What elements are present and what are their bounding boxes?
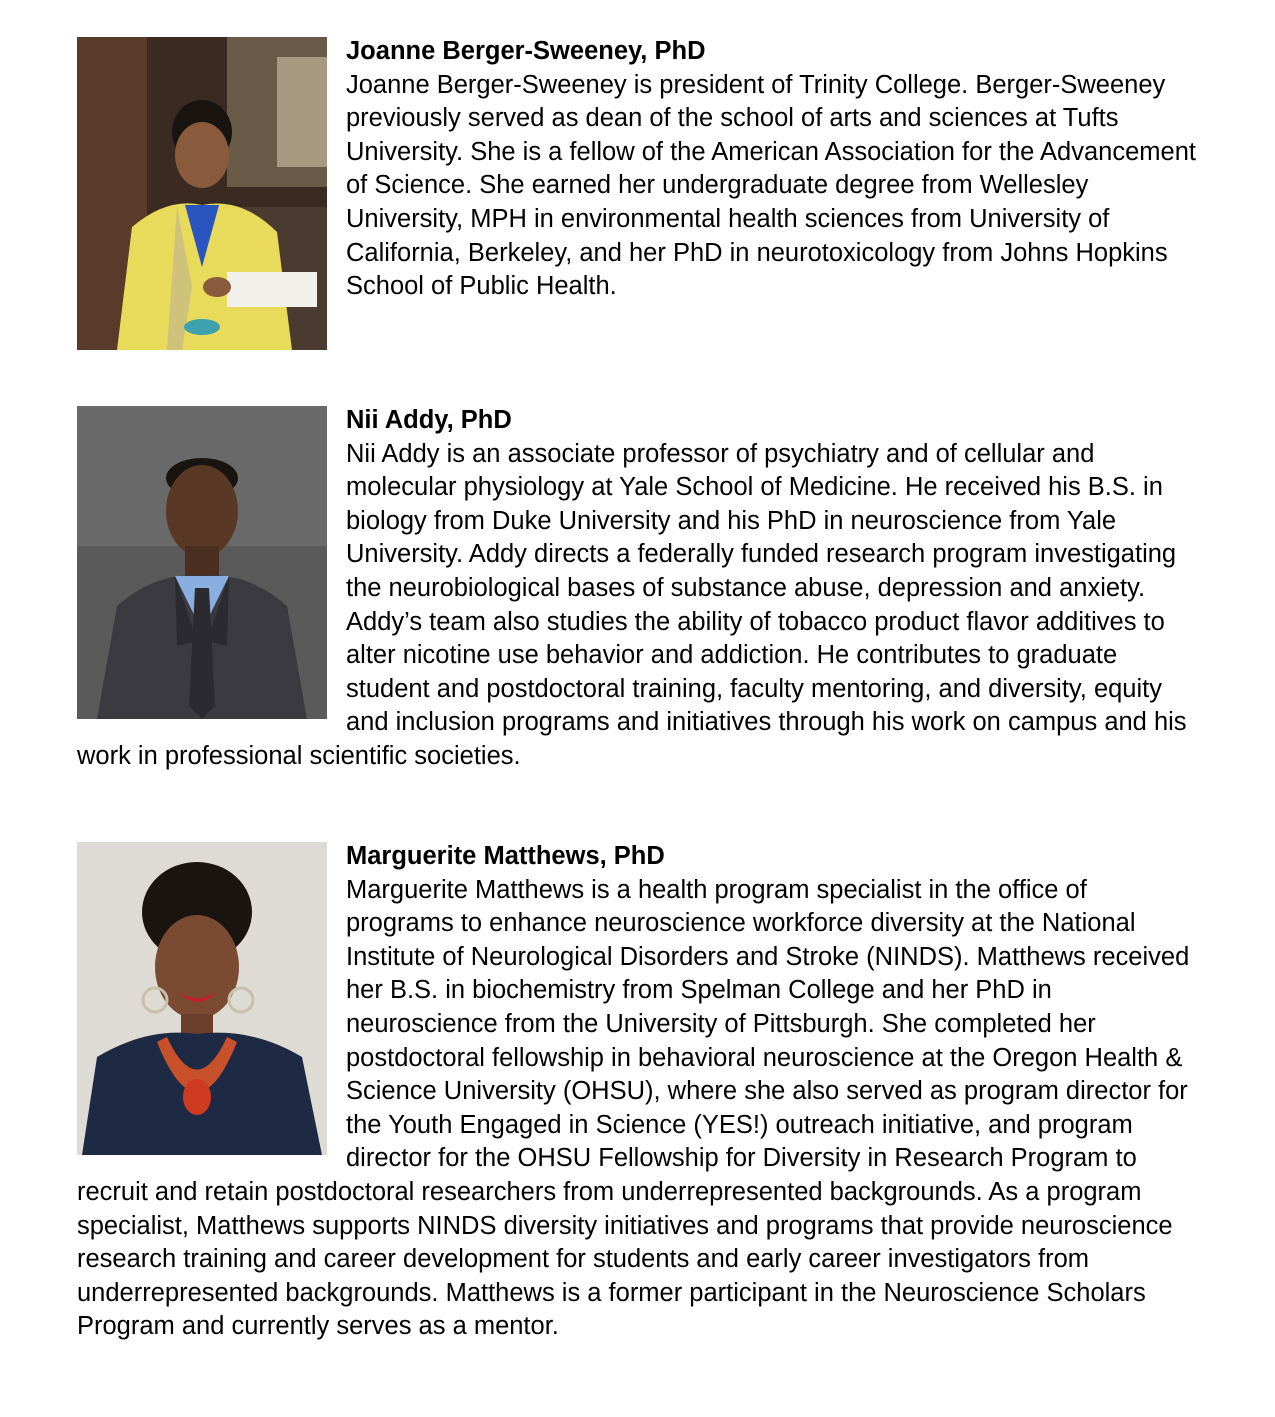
bio-text: Marguerite Matthews is a health program specialist in the office of programs to enhance neuroscience workforce diversity at the National Institute of Neurological Disorders and Stroke (NINDS). Matthews received her B.S. in biochemistry from Spelman College and her PhD in neuroscience from the University of Pittsburgh. She completed her postdoctoral fellowship in behavioral neuroscience at the Oregon Health & Science University (OHSU), where she also served as program director for the Youth Engaged in Science (YES!) outreach initiative, and program director for the OHSU Fellowship for Diversity in Research Program to recruit and retain postdoctoral researchers from underrepresented backgrounds. As a program specialist, Matthews supports NINDS diversity initiatives and programs that provide neuroscience research training and career development for students and early career investigators from underrepresented backgrounds. Matthews is a former participant in the Neuroscience Scholars Program and currently serves as a mentor. (77, 875, 1190, 1341)
bio-marguerite-matthews (77, 840, 1197, 1344)
portrait-image (77, 842, 327, 1155)
bio-name: Joanne Berger-Sweeney, PhD (346, 37, 706, 65)
bio-text: Nii Addy is an associate professor of psychiatry and of cellular and molecular physiology at Yale School of Medicine. He received his B.S. in biology from Duke University and his PhD in neuroscience from Yale University. Addy directs a federally funded research program investigating the neurobiological bases of substance abuse, depression and anxiety. Addy’s team also studies the ability of tobacco product flavor additives to alter nicotine use behavior and addiction. He contributes to graduate student and postdoctoral training, faculty mentoring, and diversity, equity and inclusion programs and initiatives through his work on campus and his work in professional scientific societies. (77, 439, 1187, 770)
portrait-photo (77, 406, 327, 719)
bio-name: Marguerite Matthews, PhD (346, 842, 665, 870)
portrait-photo (77, 37, 327, 350)
portrait-photo (77, 842, 327, 1155)
bio-text: Joanne Berger-Sweeney is president of Trinity College. Berger-Sweeney previously served as dean of the school of arts and sciences at Tufts University. She is a fellow of the American Association for the Advancement of Science. She earned her undergraduate degree from Wellesley University, MPH in environmental health sciences from University of California, Berkeley, and her PhD in neurotoxicology from Johns Hopkins School of Public Health. (346, 70, 1196, 301)
portrait-image (77, 406, 327, 719)
portrait-image (77, 37, 327, 350)
bio-joanne-berger-sweeney (77, 35, 1197, 354)
bio-name: Nii Addy, PhD (346, 406, 512, 434)
bio-nii-addy (77, 404, 1197, 774)
